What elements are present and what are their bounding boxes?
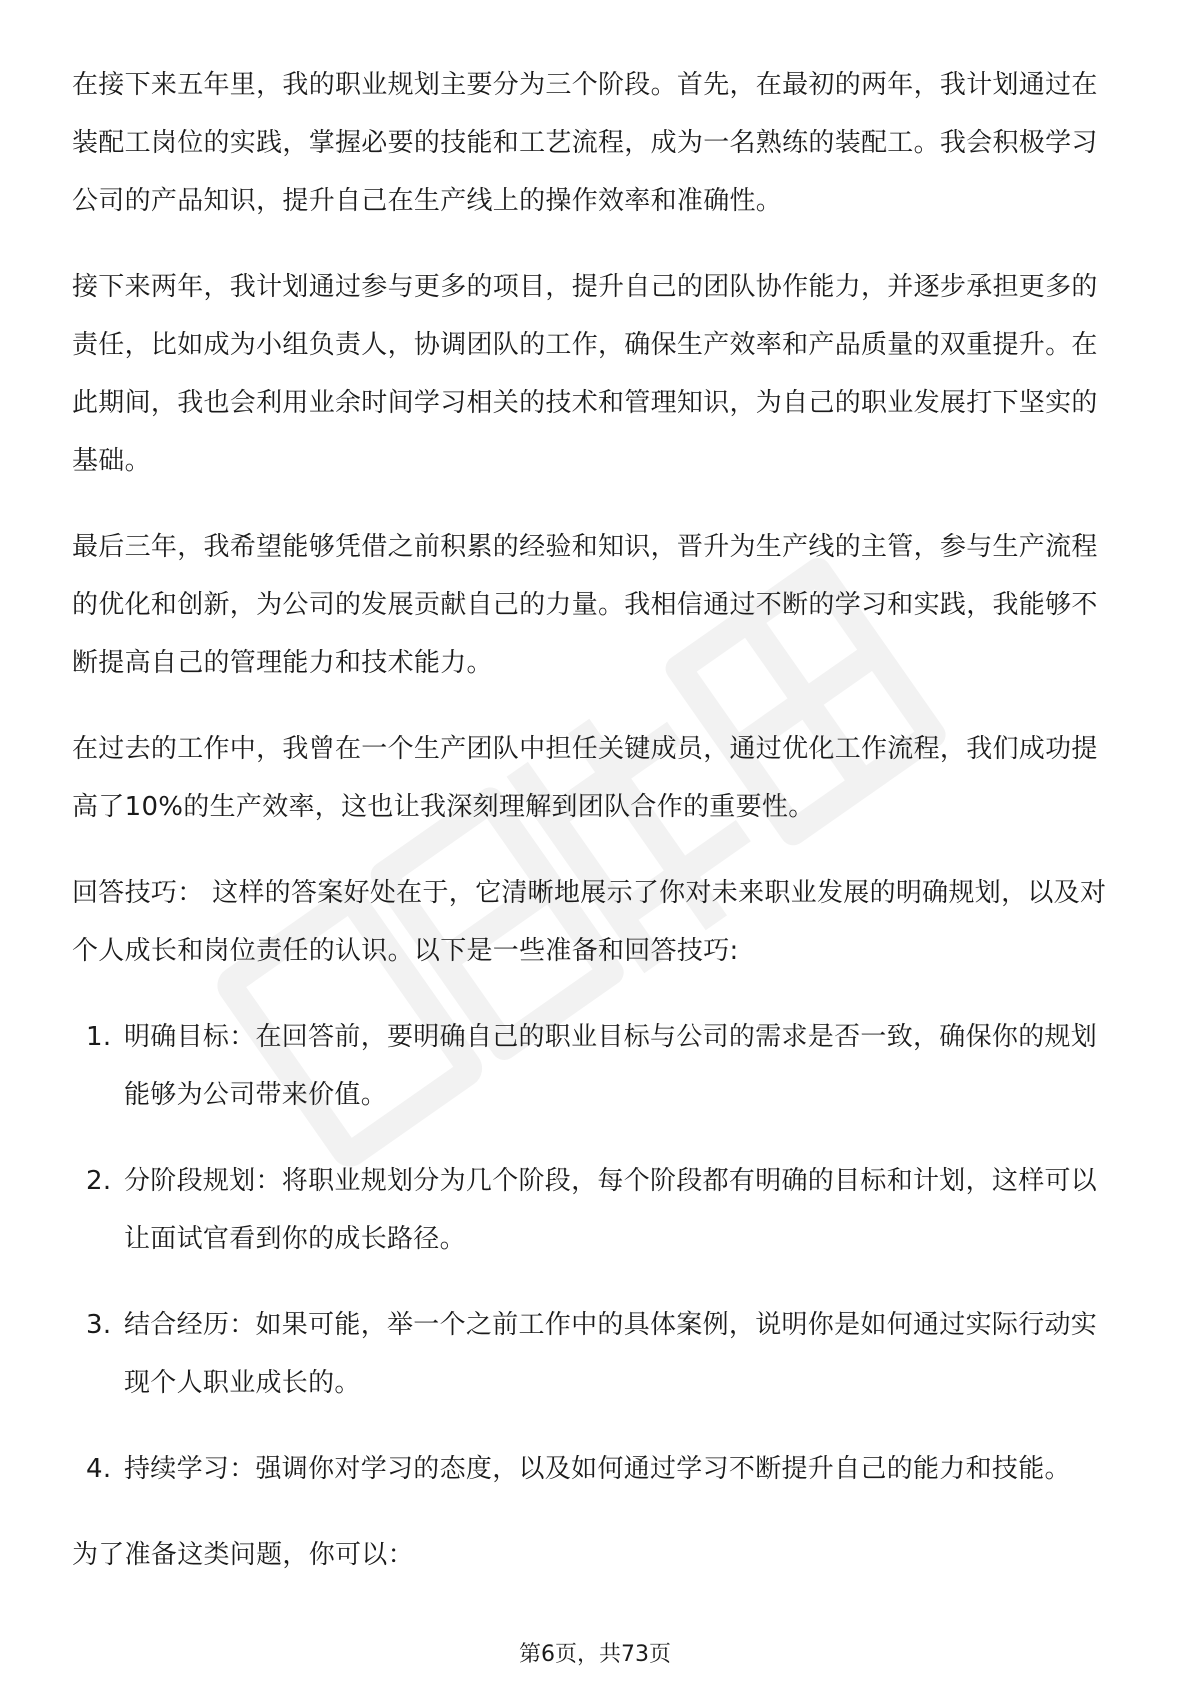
list-item (72, 1008, 1122, 1124)
list-item-text: 结合经历：如果可能，举一个之前工作中的具体案例，说明你是如何通过实际行动实现个人职业成长的。 (124, 1310, 1098, 1398)
list-item-number: 2. (86, 1166, 112, 1196)
page-number: 第6页，共73页 (519, 1642, 671, 1667)
list-item-number: 3. (86, 1310, 112, 1340)
paragraph-middle-years: 接下来两年，我计划通过参与更多的项目，提升自己的团队协作能力，并逐步承担更多的责任，比如成为小组负责人，协调团队的工作，确保生产效率和产品质量的双重提升。在此期间，我也会利用业余时间学习相关的技术和管理知识，为自己的职业发展打下坚实的基础。 (72, 272, 1098, 476)
list-item-text: 明确目标：在回答前，要明确自己的职业目标与公司的需求是否一致，确保你的规划能够为公司带来价值。 (124, 1022, 1098, 1110)
list-item-text: 持续学习：强调你对学习的态度，以及如何通过学习不断提升自己的能力和技能。 (124, 1454, 1071, 1484)
paragraph-answer-tips: 回答技巧： 这样的答案好处在于，它清晰地展示了你对未来职业发展的明确规划，以及对个人成长和岗位责任的认识。以下是一些准备和回答技巧: (72, 878, 1107, 966)
list-item-number: 1. (86, 1022, 112, 1052)
list-item (72, 1152, 1122, 1268)
list-item (72, 1296, 1122, 1412)
list-item-text: 分阶段规划：将职业规划分为几个阶段，每个阶段都有明确的目标和计划，这样可以让面试官看到你的成长路径。 (124, 1166, 1098, 1254)
list-item (72, 1440, 1122, 1498)
tips-list (72, 1008, 1122, 1498)
list-item-number: 4. (86, 1454, 112, 1484)
document-body (72, 56, 1122, 1612)
paragraph-closing: 为了准备这类问题，你可以： (72, 1540, 414, 1570)
paragraph-past-experience: 在过去的工作中，我曾在一个生产团队中担任关键成员，通过优化工作流程，我们成功提高了10%的生产效率，这也让我深刻理解到团队合作的重要性。 (72, 734, 1098, 822)
paragraph-final-years: 最后三年，我希望能够凭借之前积累的经验和知识，晋升为生产线的主管，参与生产流程的优化和创新，为公司的发展贡献自己的力量。我相信通过不断的学习和实践，我能够不断提高自己的管理能力和技术能力。 (72, 532, 1098, 678)
paragraph-career-plan: 在接下来五年里，我的职业规划主要分为三个阶段。首先，在最初的两年，我计划通过在装配工岗位的实践，掌握必要的技能和工艺流程，成为一名熟练的装配工。我会积极学习公司的产品知识，提升自己在生产线上的操作效率和准确性。 (72, 70, 1098, 216)
